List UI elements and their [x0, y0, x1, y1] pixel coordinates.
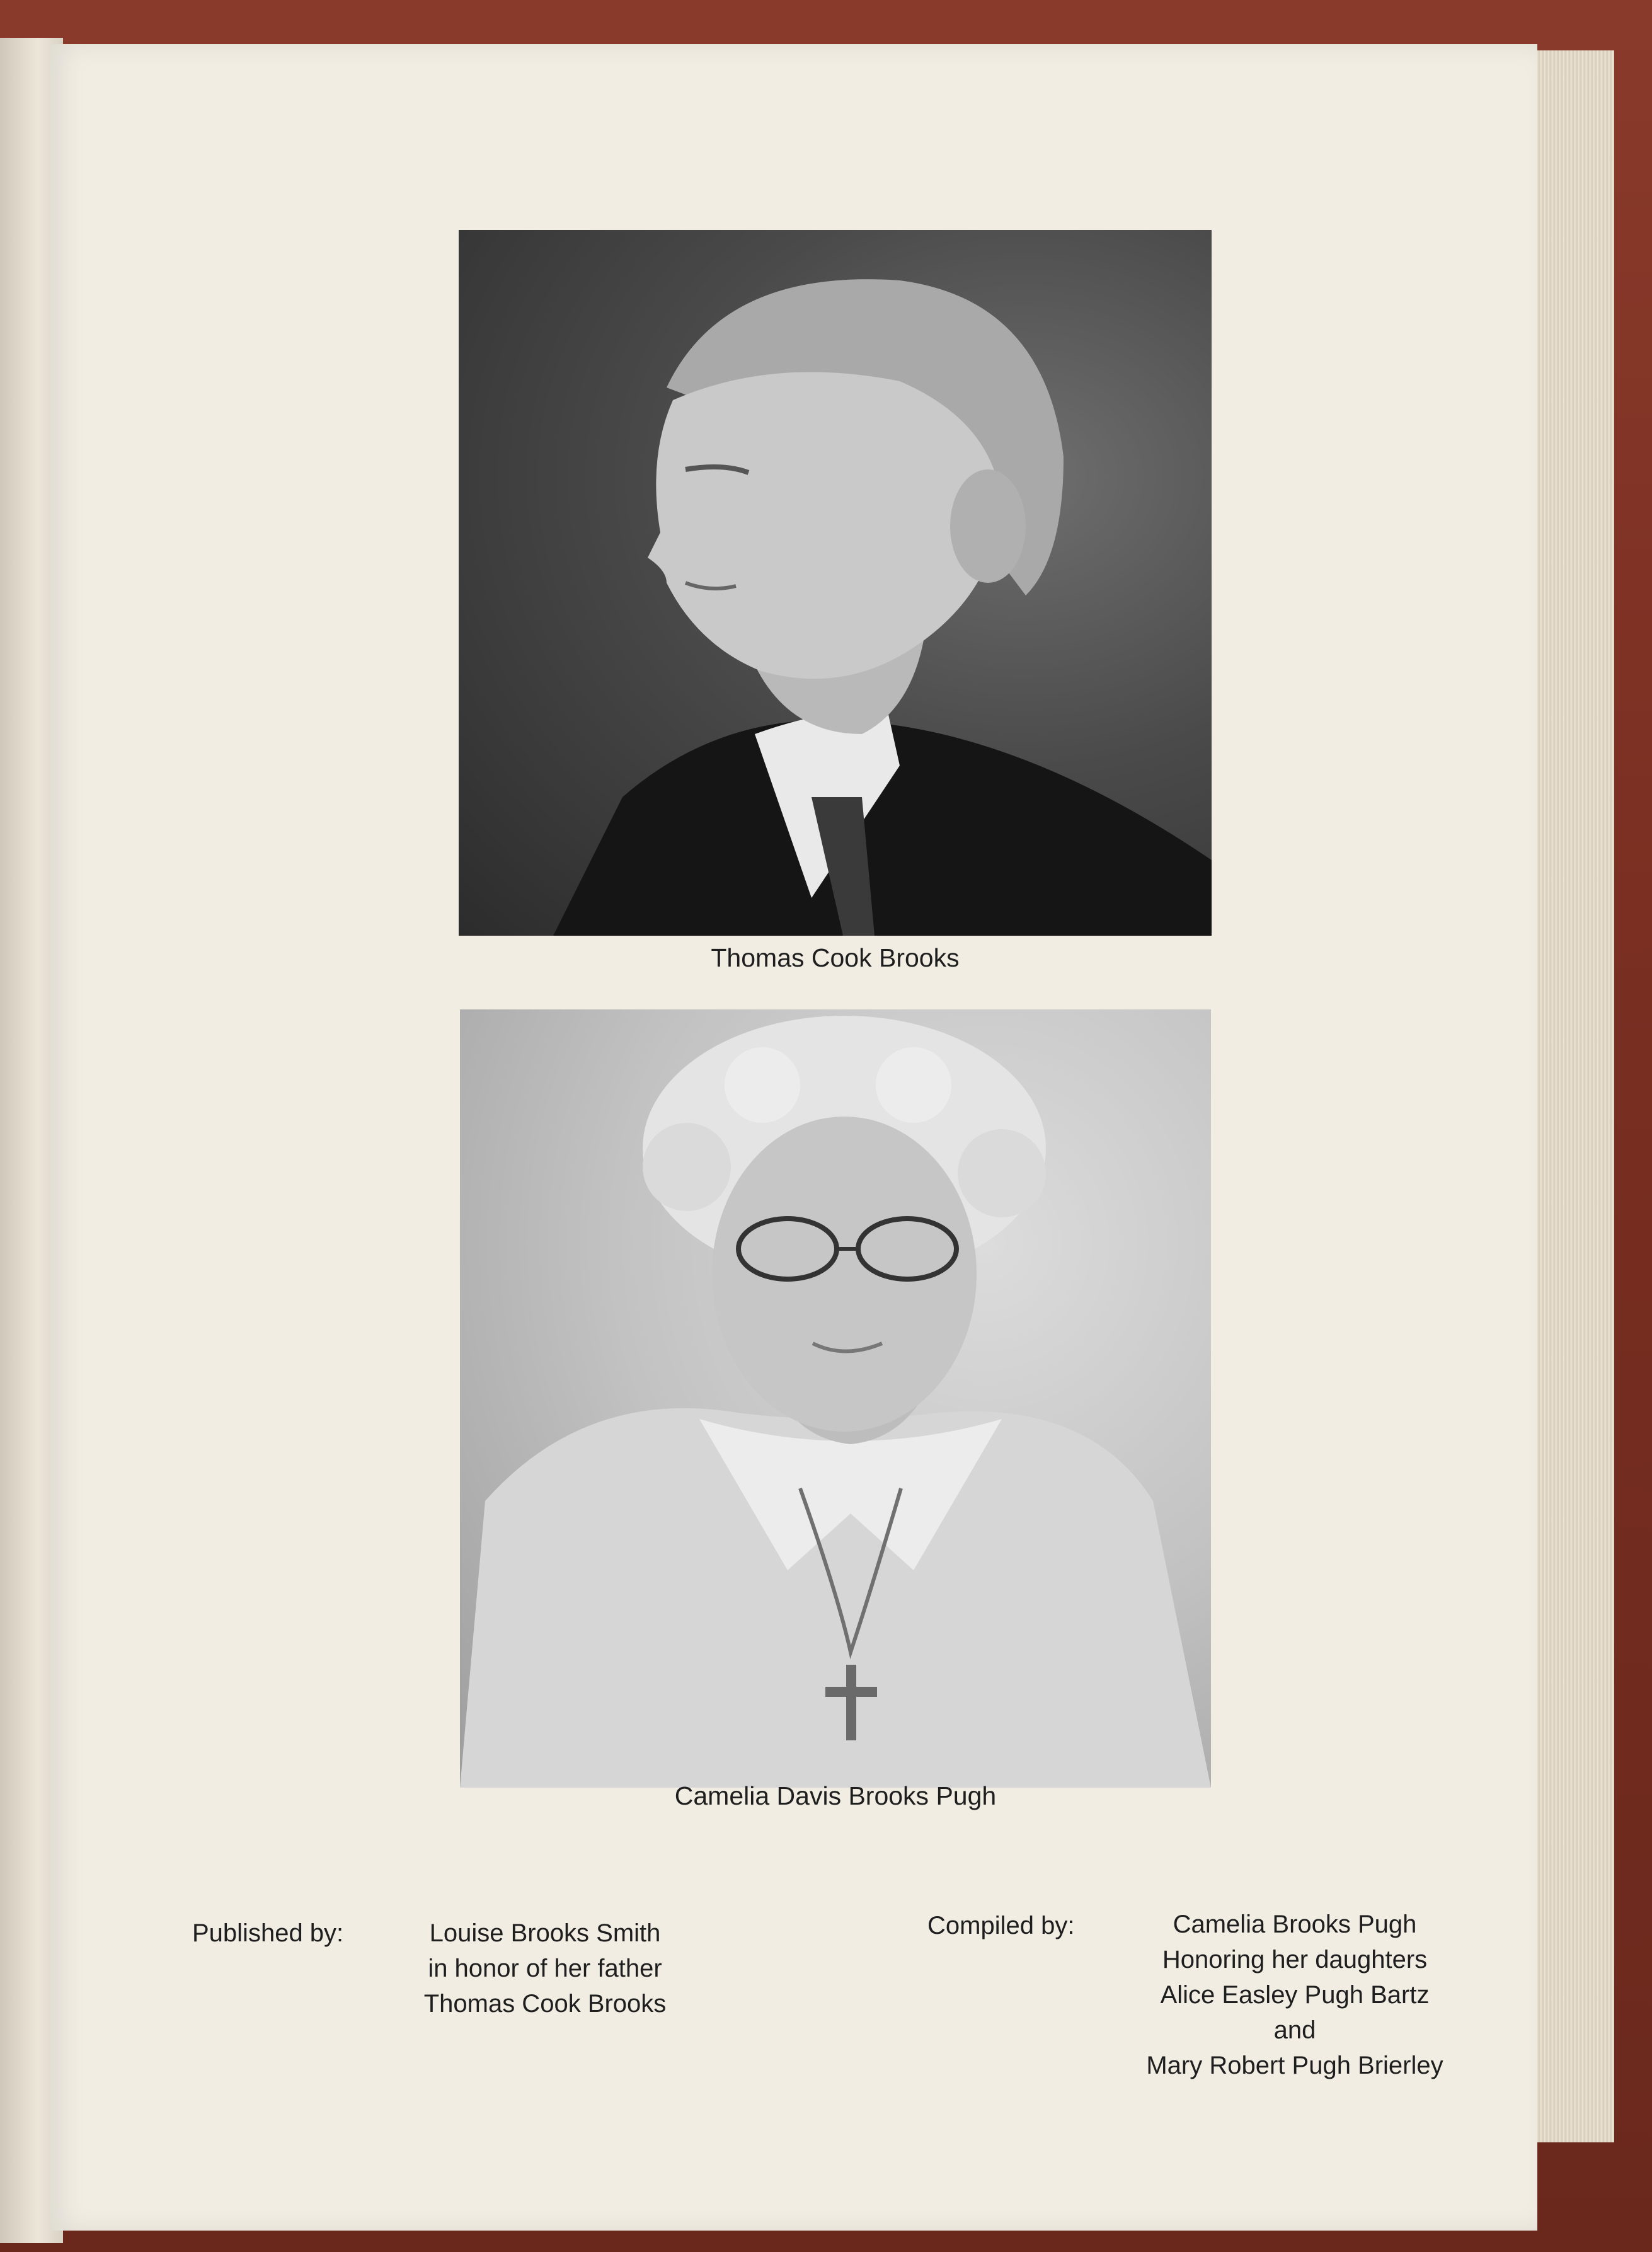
compiled-line: Mary Robert Pugh Brierley: [1146, 2052, 1443, 2079]
compiled-line: Honoring her daughters: [1162, 1946, 1428, 1973]
portrait-camelia-davis-brooks-pugh: [460, 1009, 1211, 1788]
compiled-by-names: [1109, 1907, 1481, 2083]
compiled-by-label: Compiled by:: [927, 1912, 1075, 1939]
published-line: Thomas Cook Brooks: [423, 1990, 667, 2018]
page-stack-edge: [1525, 50, 1614, 2142]
compiled-line: and: [1273, 2016, 1316, 2044]
portrait-caption-2: Camelia Davis Brooks Pugh: [674, 1781, 997, 1810]
portrait-caption-1: Thomas Cook Brooks: [711, 943, 960, 972]
portrait-thomas-cook-brooks: [459, 230, 1212, 936]
published-line: in honor of her father: [428, 1955, 662, 1982]
compiled-line: Camelia Brooks Pugh: [1173, 1910, 1417, 1938]
published-by-label: Published by:: [192, 1919, 344, 1947]
published-line: Louise Brooks Smith: [429, 1919, 661, 1947]
published-by-names: [406, 1916, 684, 2021]
compiled-line: Alice Easley Pugh Bartz: [1160, 1981, 1430, 2009]
